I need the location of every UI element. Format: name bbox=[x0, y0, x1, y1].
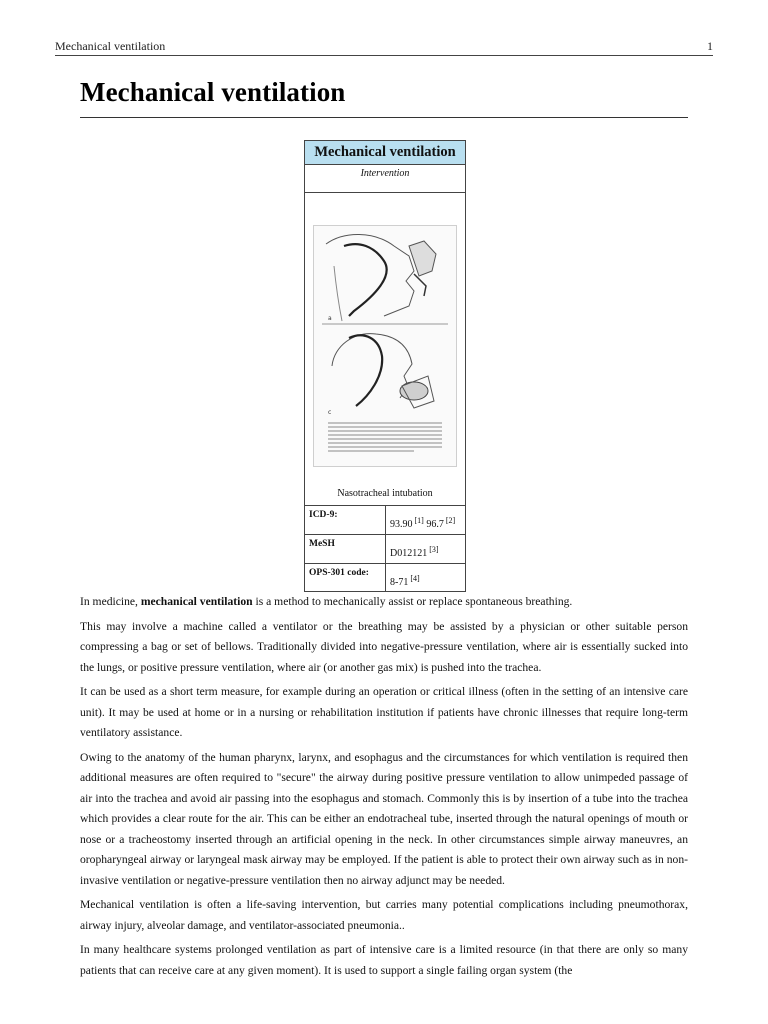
svg-text:a: a bbox=[328, 315, 332, 322]
infobox-figure bbox=[305, 193, 465, 506]
ops301-code[interactable]: 8-71 bbox=[390, 577, 409, 588]
paragraph: Mechanical ventilation is often a life-saving intervention, but carries many potential complications including pneumothorax, airway injury, alveolar damage, and ventilator-associated pneumonia.. bbox=[80, 898, 688, 932]
paragraph-text: In medicine, bbox=[80, 595, 141, 608]
paragraph: Owing to the anatomy of the human pharynx, larynx, and esophagus and the circumstances for which ventilation is required then additional measures are often required to "secure" the airway during positive pressure ventilation to allow unimpeded passage of air into the trachea and avoid air passing into the esophagus and stomach. Commonly this is by insertion of a tube into the trachea which provides a clear route for the air. This can be either an endotracheal tube, inserted through the natural openings of mouth or nose or a tracheostomy inserted through an artificial opening in the neck. In other circumstances simple airway maneuvres, an oropharyngeal airway or laryngeal mask airway may be employed. If the patient is able to protect their own airway such as in non-invasive ventilation or negative-pressure ventilation then no airway adjunct may be needed. bbox=[80, 750, 688, 887]
paragraph: In many healthcare systems prolonged ventilation as part of intensive care is a limited resource (in that there are only so many patients that can receive care at any given moment). It is used to support a single failing organ system (the bbox=[80, 943, 688, 977]
icd9-code-1[interactable]: 93.90 bbox=[390, 519, 413, 530]
infobox-caption: Nasotracheal intubation bbox=[337, 488, 433, 499]
infobox-label: MeSH bbox=[305, 535, 386, 563]
article-body bbox=[80, 592, 688, 985]
title-rule bbox=[80, 117, 688, 118]
infobox bbox=[304, 140, 466, 592]
ref-link[interactable]: [4] bbox=[410, 574, 420, 583]
paragraph bbox=[80, 592, 688, 613]
infobox-value bbox=[386, 564, 465, 591]
mesh-code[interactable]: D012121 bbox=[390, 548, 428, 559]
ref-link[interactable]: [3] bbox=[429, 545, 439, 554]
running-header bbox=[55, 37, 713, 57]
ref-link[interactable]: [2] bbox=[445, 516, 456, 525]
svg-text:c: c bbox=[328, 409, 332, 416]
ref-link[interactable]: [1] bbox=[414, 516, 424, 525]
infobox-value bbox=[386, 506, 465, 534]
bold-term: mechanical ventilation bbox=[140, 595, 253, 608]
paragraph: It can be used as a short term measure, for example during an operation or critical illness (often in the setting of an intensive care unit). It may be used at home or in a nursing or rehabilitation institution if patients have chronic illnesses that require long-term ventilatory assistance. bbox=[80, 685, 688, 739]
infobox-label: OPS-301 code: bbox=[305, 564, 386, 591]
infobox-value bbox=[386, 535, 465, 563]
infobox-heading: Mechanical ventilation bbox=[305, 141, 465, 165]
infobox-label: ICD-9: bbox=[305, 506, 386, 534]
running-title: Mechanical ventilation bbox=[55, 39, 166, 53]
paragraph: This may involve a machine called a ventilator or the breathing may be assisted by a physician or other suitable person compressing a bag or set of bellows. Traditionally divided into negative-pressure ventilation, where air is essentially sucked into the lungs, or positive pressure ventilation, where air (or another gas mix) is pushed into the trachea. bbox=[80, 619, 688, 674]
infobox-row-mesh bbox=[305, 535, 465, 564]
intubation-illustration-icon[interactable] bbox=[313, 225, 457, 467]
paragraph-text: is a method to mechanically assist or replace spontaneous breathing. bbox=[252, 595, 573, 608]
page-title: Mechanical ventilation bbox=[80, 77, 346, 107]
infobox-row-icd9 bbox=[305, 506, 465, 535]
header-rule bbox=[55, 55, 713, 56]
infobox-row-ops301 bbox=[305, 564, 465, 591]
page-number: 1 bbox=[707, 39, 713, 53]
infobox-subheading: Intervention bbox=[305, 165, 465, 193]
icd9-code-2[interactable]: 96.7 bbox=[426, 519, 444, 530]
